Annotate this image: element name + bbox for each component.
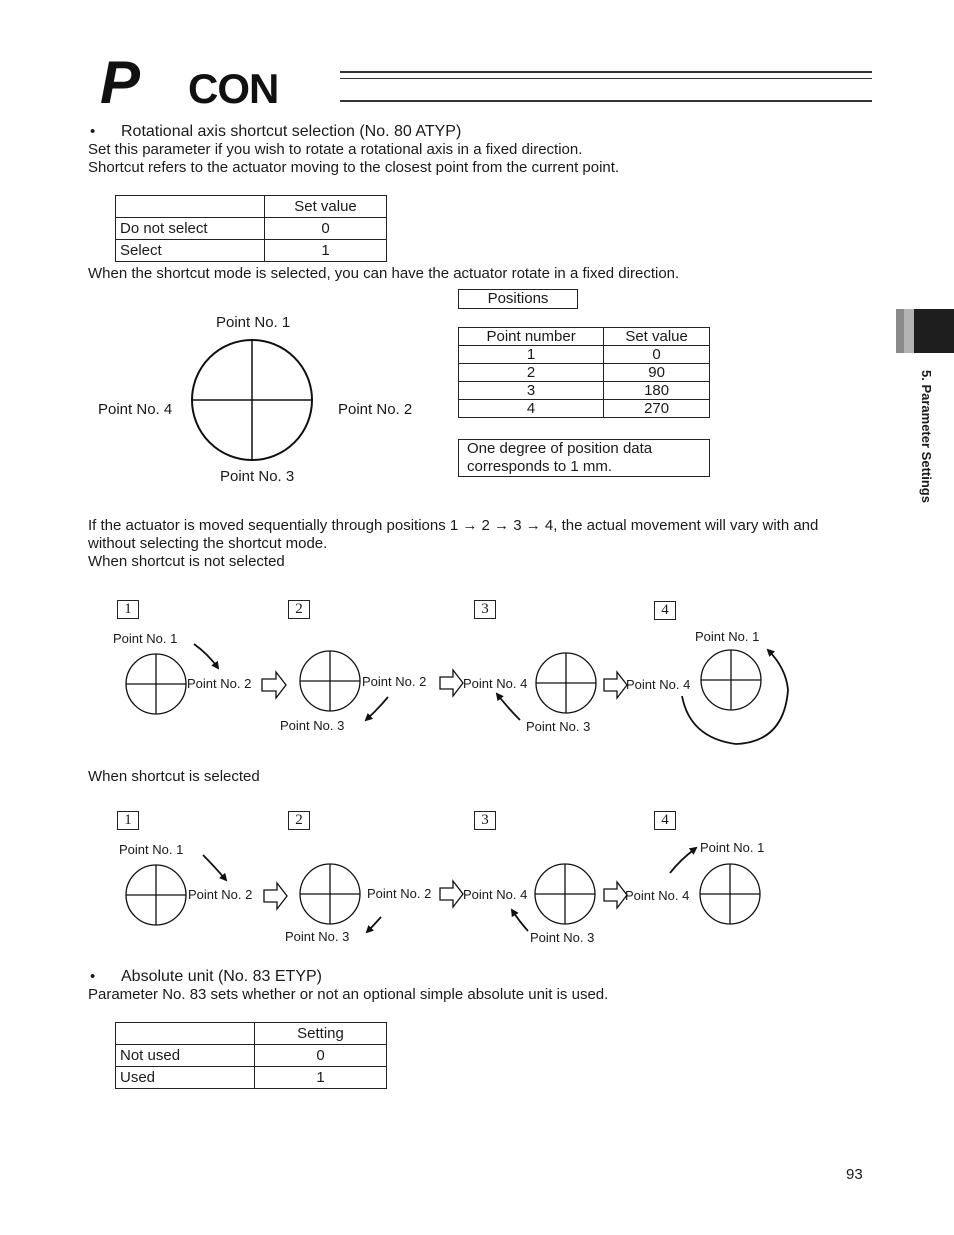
step-number: 1 bbox=[117, 600, 139, 619]
positions-title: Positions bbox=[458, 289, 578, 309]
point-label: Point No. 4 bbox=[98, 401, 173, 418]
step-number: 4 bbox=[654, 811, 676, 830]
paragraph: without selecting the shortcut mode. bbox=[88, 535, 328, 552]
absolute-unit-table bbox=[115, 1022, 387, 1089]
point-label: Point No. 3 bbox=[526, 719, 591, 734]
point-label: Point No. 1 bbox=[700, 840, 765, 855]
page-number: 93 bbox=[846, 1166, 863, 1183]
point-label: Point No. 4 bbox=[463, 887, 528, 902]
table-row: 3 180 bbox=[459, 382, 710, 400]
paragraph: Shortcut refers to the actuator moving to the closest point from the current point. bbox=[88, 159, 620, 176]
table-row: 2 90 bbox=[459, 364, 710, 382]
table-header: Setting bbox=[255, 1023, 387, 1045]
step-number: 3 bbox=[474, 600, 496, 619]
point-label: Point No. 3 bbox=[280, 718, 345, 733]
step-number: 2 bbox=[288, 811, 310, 830]
table-row: Not used 0 bbox=[116, 1045, 387, 1067]
table-row: 4 270 bbox=[459, 400, 710, 418]
step-number: 4 bbox=[654, 601, 676, 620]
section-heading: Rotational axis shortcut selection (No. 80 ATYP) bbox=[121, 123, 462, 140]
paragraph: Parameter No. 83 sets whether or not an optional simple absolute unit is used. bbox=[88, 986, 609, 1003]
point-label: Point No. 1 bbox=[119, 842, 184, 857]
table-row: Used 1 bbox=[116, 1067, 387, 1089]
table-row: 1 0 bbox=[459, 346, 710, 364]
paragraph: If the actuator is moved sequentially through positions 1 → 2 → 3 → 4, the actual movement will vary with and bbox=[88, 517, 819, 534]
step-number: 1 bbox=[117, 811, 139, 830]
point-label: Point No. 1 bbox=[695, 629, 760, 644]
bullet: • bbox=[90, 968, 96, 985]
paragraph: When the shortcut mode is selected, you can have the actuator rotate in a fixed direction. bbox=[88, 265, 680, 282]
table-row: Select 1 bbox=[116, 240, 387, 262]
table-cell bbox=[116, 1023, 255, 1045]
point-label: Point No. 1 bbox=[113, 631, 178, 646]
paragraph: Set this parameter if you wish to rotate a rotational axis in a fixed direction. bbox=[88, 141, 583, 158]
svg-text:CON: CON bbox=[188, 65, 279, 107]
point-label: Point No. 2 bbox=[338, 401, 413, 418]
subheading: When shortcut is selected bbox=[88, 768, 260, 785]
point-label: Point No. 1 bbox=[216, 314, 291, 331]
table-header: Point number bbox=[459, 328, 604, 346]
step-number: 3 bbox=[474, 811, 496, 830]
section-heading: Absolute unit (No. 83 ETYP) bbox=[121, 968, 322, 985]
point-label: Point No. 2 bbox=[187, 676, 252, 691]
subheading: When shortcut is not selected bbox=[88, 553, 285, 570]
point-label: Point No. 4 bbox=[625, 888, 690, 903]
step-number: 2 bbox=[288, 600, 310, 619]
table-header: Set value bbox=[604, 328, 710, 346]
point-label: Point No. 3 bbox=[220, 468, 295, 485]
table-header: Set value bbox=[265, 196, 387, 218]
positions-note: One degree of position data corresponds to 1 mm. bbox=[458, 439, 710, 477]
point-label: Point No. 2 bbox=[362, 674, 427, 689]
point-label: Point No. 2 bbox=[188, 887, 253, 902]
point-label: Point No. 2 bbox=[367, 886, 432, 901]
bullet: • bbox=[90, 123, 96, 140]
table-row: Do not select 0 bbox=[116, 218, 387, 240]
point-label: Point No. 3 bbox=[285, 929, 350, 944]
point-label: Point No. 4 bbox=[463, 676, 528, 691]
point-label: Point No. 3 bbox=[530, 930, 595, 945]
chapter-label: 5. Parameter Settings bbox=[919, 370, 934, 503]
svg-text:P: P bbox=[100, 55, 141, 107]
point-label: Point No. 4 bbox=[626, 677, 691, 692]
